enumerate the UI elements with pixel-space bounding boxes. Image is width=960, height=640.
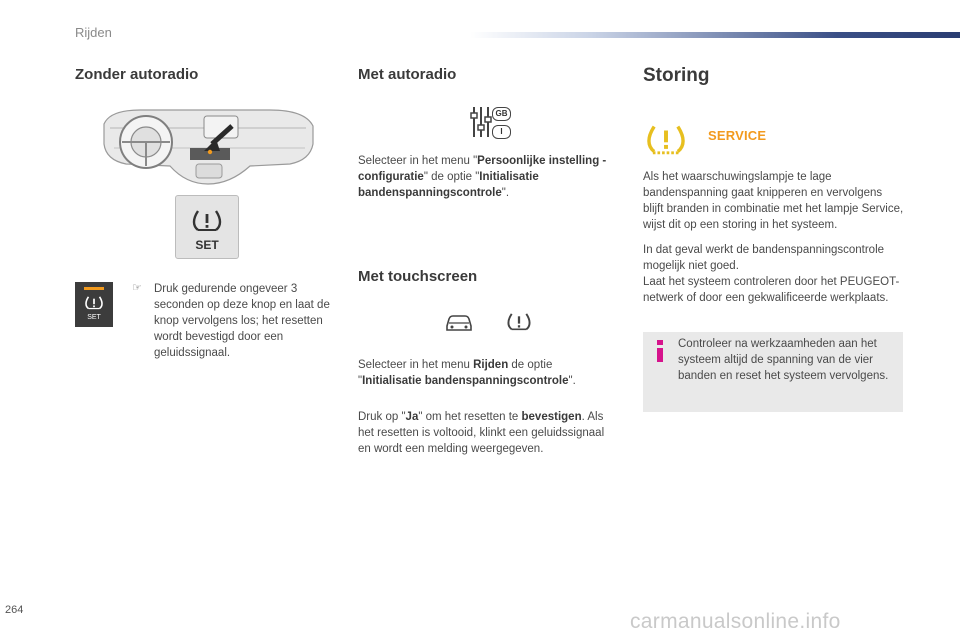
page-number: 264 [5, 604, 24, 616]
sliders-icon [470, 105, 492, 139]
heading-zonder-autoradio: Zonder autoradio [75, 66, 199, 83]
heading-storing: Storing [643, 65, 710, 86]
header-bar [470, 32, 960, 38]
tire-pressure-icon-touch [506, 310, 532, 334]
language-badge-gb: GB [492, 107, 511, 121]
touch-instruction: Selecteer in het menu Rijden de optie "Initialisatie bandenspanningscontrole". [358, 359, 576, 387]
set-instruction: Druk gedurende ongeveer 3 seconden op deze knop en laat de knop vervolgens los; het resetten wordt bevestigd door een geluidssignaal. [154, 283, 330, 359]
heading-met-autoradio: Met autoradio [358, 66, 457, 83]
bullet-marker: ☞ [132, 282, 142, 294]
confirm-instruction: Druk op "Ja" om het resetten te bevestigen. Als het resetten is voltooid, klinkt een geluidssignaal en wordt een melding weergegeven. [358, 411, 605, 455]
storing-paragraph-2: In dat geval werkt de bandenspanningscontrole mogelijk niet goed. [643, 244, 885, 272]
info-icon [655, 340, 666, 362]
set-button-label: SET [195, 238, 219, 252]
watermark: carmanualsonline.info [630, 610, 841, 633]
dashboard-illustration [100, 104, 316, 186]
set-button-small [75, 282, 113, 327]
section-label: Rijden [75, 25, 112, 40]
service-warning-label: SERVICE [708, 128, 767, 143]
set-led [84, 287, 104, 290]
tire-pressure-warning-icon-yellow [645, 122, 687, 160]
language-badge-i: I [492, 125, 511, 139]
car-icon [444, 313, 474, 333]
set-button-illustration [175, 195, 239, 259]
tire-pressure-warning-icon [191, 208, 223, 234]
info-text: Controleer na werkzaamheden aan het systeem altijd de spanning van de vier banden en reset het systeem vervolgens. [678, 338, 889, 382]
storing-paragraph-3: Laat het systeem controleren door het PEUGEOT-netwerk of door een gekwalificeerde werkplaats. [643, 276, 900, 304]
settings-sliders-icon [470, 105, 510, 139]
radio-instruction: Selecteer in het menu "Persoonlijke instelling - configuratie" de optie "Initialisatie bandenspanningscontrole". [358, 155, 607, 199]
tire-pressure-warning-icon-small [84, 295, 104, 311]
heading-met-touchscreen: Met touchscreen [358, 268, 478, 285]
storing-paragraph-1: Als het waarschuwingslampje te lage bandenspanning gaat knipperen en vervolgens blijft branden in combinatie met het lampje Service, wijst dit op een storing in het systeem. [643, 171, 904, 231]
set-button-small-label: SET [87, 314, 101, 321]
